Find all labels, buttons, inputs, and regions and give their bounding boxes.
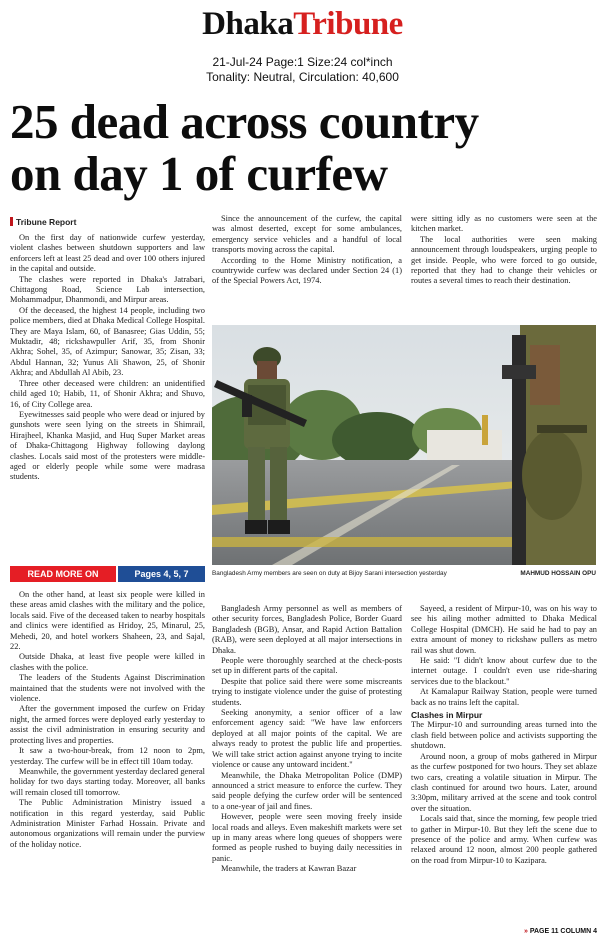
column-3-top bbox=[411, 214, 597, 287]
column-3-bottom bbox=[411, 604, 597, 866]
column-1-bottom bbox=[10, 590, 205, 850]
paragraph: The leaders of the Students Against Discrimination maintained that the students were not involved with the violence. bbox=[10, 673, 205, 704]
paragraph: The Public Administration Ministry issued a notification in this regard yesterday, said Public Administration Minister Farhad Hossain. Private and autonomous organizations will remain under the purview of the holiday notice. bbox=[10, 798, 205, 849]
paragraph: The clashes were reported in Dhaka's Jatrabari, Chittagong Road, Science Lab intersection, Mohammadpur, Dhanmondi, and Mirpur areas. bbox=[10, 274, 205, 305]
paragraph: The local authorities were seen making announcement through loudspeakers, urging people to get inside. People, who were forced to go outside, reported that they had to change their vehicles or routes a several times to reach their destination. bbox=[411, 234, 597, 286]
photo-credit: MAHMUD HOSSAIN OPU bbox=[520, 570, 596, 577]
paragraph: Around noon, a group of mobs gathered in Mirpur as the curfew postponed for two hours. They set ablaze two cars, creating a volatile situation in Mirpur. The clash continued for around two hours. Later, around 3:30pm, military arrived at the scene and took control over the situation. bbox=[411, 751, 597, 813]
jump-arrows: » bbox=[523, 928, 528, 935]
read-more-label: READ MORE ON bbox=[10, 566, 116, 582]
paragraph: The Mirpur-10 and surrounding areas turned into the clash field between police and activists supporting the shutdown. bbox=[411, 720, 597, 751]
column-1-top bbox=[10, 233, 205, 483]
paragraph: Meanwhile, the traders at Kawran Bazar bbox=[221, 864, 357, 874]
column-2-top bbox=[212, 214, 402, 287]
clipping-meta-date: 21-Jul-24 Page:1 Size:24 col*inch bbox=[212, 55, 393, 69]
photo-caption bbox=[212, 570, 596, 577]
paragraph: Sayeed, a resident of Mirpur-10, was on his way to see his ailing mother admitted to Dhaka Medical College Hospital (DMCH). He said he had to pay an extra amount of money to rickshaw pullers as metro rail was shut down. bbox=[411, 604, 597, 655]
read-more-banner bbox=[10, 566, 205, 582]
read-more-pages: Pages 4, 5, 7 bbox=[118, 566, 205, 582]
paragraph: Of the deceased, the highest 14 people, including two police members, died at Dhaka Medical College Hospital. They are Maya Islam, 60, of Banasree; Gias Uddin, 55; Muktadir, 48; rickshawpuller Arif, 35, from Shonir Akhra; Sohel, 35, of Azimpur; Sanowar, 35; Zisan, 33; Abdul Hannan, 32; Yunus Ali Shawon, 25, of Shonir Akhra; and Abdullah Al Abib, 23. bbox=[10, 305, 205, 378]
news-photo-soldier bbox=[212, 325, 596, 565]
paragraph: Outside Dhaka, at least five people were killed in clashes with the police. bbox=[10, 652, 205, 672]
paragraph: After the government imposed the curfew on Friday night, the armed forces were deployed early yesterday to assist the civil administration in ensuring security and protecting lives and properties. bbox=[10, 704, 205, 745]
paragraph: Bangladesh Army personnel as well as members of other security forces, Bangladesh Police, Border Guard Bangladesh (BGB), Ansar, and Rapid Action Battalion (RAB), were seen deployed at all major intersections in Dhaka. bbox=[212, 604, 402, 655]
paragraph: were sitting idly as no customers were seen at the kitchen market. bbox=[411, 214, 597, 234]
jump-text: PAGE 11 COLUMN 4 bbox=[529, 928, 597, 935]
paragraph: Eyewitnesses said people who were dead or injured by gunshots were seen lying on the streets in Shimrail, Hirajheel, Khanka Masjid, and Huq Super Market areas of Dhaka-Chittagong Highway following daylong clashes. Locals said most of the protesters were middle-aged or elderly people while some were madrasa students. bbox=[10, 409, 205, 482]
masthead-logo bbox=[0, 6, 605, 43]
masthead-dhaka: Dhaka bbox=[202, 6, 294, 42]
paragraph: People were thoroughly searched at the check-posts set up in different parts of the capital. bbox=[212, 656, 402, 676]
paragraph: Meanwhile, the Dhaka Metropolitan Police (DMP) announced a strict measure to enforce the curfew. They said people defying the curfew order will be sentenced to a one-year of jail and fines. bbox=[212, 770, 402, 811]
byline-text: Tribune Report bbox=[16, 217, 77, 227]
column-2-bottom bbox=[212, 604, 402, 875]
paragraph: On the other hand, at least six people were killed in these areas amid clashes with the military and the police, locals said. Five of the deceased taken to nearby hospitals and clinics were identified as Hridoy, 25, Minarul, 25, Mehedi, 20, and hotel workers Shaheen, 23, and Sajal, 22. bbox=[10, 590, 205, 652]
photo-illustration bbox=[212, 325, 596, 565]
subhead-clashes-in-mirpur: Clashes in Mirpur bbox=[411, 710, 483, 721]
byline bbox=[10, 217, 76, 227]
byline-marker bbox=[10, 217, 13, 226]
paragraph: At Kamalapur Railway Station, people were turned back as no trains left the capital. bbox=[411, 687, 597, 707]
continued-on-link bbox=[524, 928, 597, 935]
paragraph: Three other deceased were children: an unidentified child aged 10; Habib, 11, of Shonir Akhra; and Shuvo, 16, of City College area. bbox=[10, 378, 205, 409]
paragraph: On the first day of nationwide curfew yesterday, violent clashes between shutdown supporters and law enforcers left at least 25 dead and over 100 others injured in the capital and outside. bbox=[10, 233, 205, 274]
paragraph: Meanwhile, the government yesterday declared general holiday for two days starting today. Moreover, all banks will remain closed till tomorrow. bbox=[10, 766, 205, 797]
headline-line-1: 25 dead across country bbox=[10, 94, 479, 149]
paragraph: Since the announcement of the curfew, the capital was almost deserted, except for some ambulances, emergency service vehicles and a handful of local transports moving across the capital. bbox=[212, 214, 402, 255]
paragraph: Despite that police said there were some miscreants trying to instigate violence under the guise of protesting students. bbox=[212, 676, 402, 707]
paragraph: He said: "I didn't know about curfew due to the internet outage. I couldn't even use ride-sharing services due to the blackout." bbox=[411, 656, 597, 686]
paragraph: It saw a two-hour-break, from 12 noon to 2pm, yesterday. The curfew will be in effect till 10am today. bbox=[10, 746, 205, 766]
paragraph: According to the Home Ministry notification, a countrywide curfew was declared under Section 24 (1) of the Special Powers Act, 1974. bbox=[212, 255, 402, 286]
masthead-tribune: Tribune bbox=[293, 6, 403, 42]
paragraph: Locals said that, since the morning, few people tried to gather in Mirpur-10. But they left the scene due to presence of the police and army. When curfew was relaxed around 12 noon, almost 200 people gathered on the road from Mirpur-10 to Kazipara. bbox=[411, 814, 597, 865]
paragraph: However, people were seen moving freely inside local roads and alleys. Even makeshift markets were set up in many areas where long queues of shoppers were formed as people rushed to buying daily necessities in panic. bbox=[212, 812, 402, 863]
headline bbox=[10, 96, 600, 200]
clipping-meta-tonality: Tonality: Neutral, Circulation: 40,600 bbox=[206, 70, 399, 84]
paragraph: Seeking anonymity, a senior officer of a law enforcement agency said: "We have law enforcers deployed at all major points of the capital. We are always ready to protest the public life and properties. We will take strict action against anyone trying to incite violence or cause any untoward incident." bbox=[212, 708, 402, 770]
photo-caption-text: Bangladesh Army members are seen on duty at Bijoy Sarani intersection yesterday bbox=[212, 570, 447, 577]
headline-line-2: on day 1 of curfew bbox=[10, 146, 388, 201]
